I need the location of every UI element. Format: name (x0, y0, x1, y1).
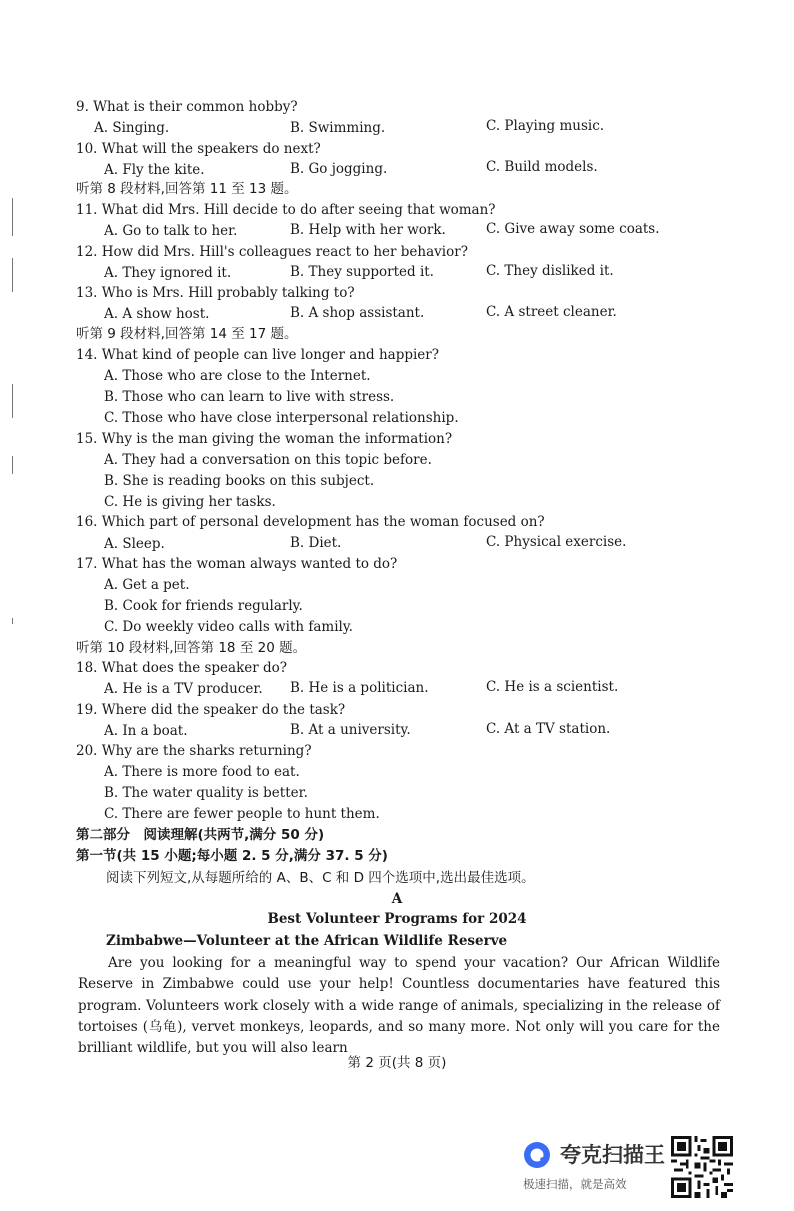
option-c: C. Give away some coats. (486, 221, 660, 237)
option-b: B. Go jogging. (290, 161, 388, 177)
option-c: C. Build models. (486, 159, 598, 175)
option-b: B. Cook for friends regularly. (104, 598, 303, 614)
option-c: C. They disliked it. (486, 263, 614, 279)
option-b: B. A shop assistant. (290, 305, 425, 321)
question-stem: 17. What has the woman always wanted to do? (76, 556, 398, 572)
option-b: B. Diet. (290, 535, 342, 551)
scanner-logo-icon (522, 1140, 552, 1170)
option-c: C. Those who have close interpersonal relationship. (104, 410, 459, 426)
option-c: C. He is giving her tasks. (104, 494, 276, 510)
option-b: B. Swimming. (290, 120, 386, 136)
passage-title: Best Volunteer Programs for 2024 (267, 911, 527, 927)
option-a: A. Singing. (94, 120, 170, 136)
passage-text: Are you looking for a meaningful way to spend your vacation? Our African Wildlife Reserve in Zimbabwe could use your help! Countless documentaries have featured this program. Volunteers work closely with a wide range of animals, specializing in the release of tortoises (乌龟), vervet monkeys, leopards, and so many more. Not only will you care for the brilliant wildlife, but you will also learn (78, 955, 720, 1057)
option-a: A. Sleep. (104, 536, 165, 552)
question-stem: 15. Why is the man giving the woman the information? (76, 431, 453, 447)
option-c: C. At a TV station. (486, 721, 611, 737)
margin-mark (12, 618, 13, 624)
page-number: 第 2 页(共 8 页) (347, 1055, 447, 1071)
question-stem: 12. How did Mrs. Hill's colleagues react to her behavior? (76, 244, 468, 260)
option-c: C. Playing music. (486, 118, 605, 134)
option-a: A. A show host. (104, 306, 210, 322)
passage-paragraph (78, 953, 720, 1059)
option-b: B. Those who can learn to live with stress. (104, 389, 395, 405)
option-a: A. Those who are close to the Internet. (104, 368, 371, 384)
option-a: A. Fly the kite. (104, 162, 205, 178)
option-a: A. He is a TV producer. (104, 681, 263, 697)
option-a: A. They had a conversation on this topic before. (104, 452, 432, 468)
option-c: C. Do weekly video calls with family. (104, 619, 353, 635)
margin-mark (12, 258, 13, 292)
section-instruction: 听第 10 段材料,回答第 18 至 20 题。 (76, 640, 307, 656)
question-stem: 10. What will the speakers do next? (76, 141, 321, 157)
option-c: C. Physical exercise. (486, 534, 627, 550)
option-b: B. She is reading books on this subject. (104, 473, 375, 489)
passage-letter: A (391, 891, 403, 907)
passage-subheading: Zimbabwe—Volunteer at the African Wildlife Reserve (106, 933, 508, 949)
margin-mark (12, 198, 13, 236)
option-c: C. There are fewer people to hunt them. (104, 806, 380, 822)
option-a: A. In a boat. (104, 723, 188, 739)
question-stem: 9. What is their common hobby? (76, 99, 298, 115)
option-b: B. He is a politician. (290, 680, 429, 696)
option-b: B. The water quality is better. (104, 785, 308, 801)
section-instruction: 听第 9 段材料,回答第 14 至 17 题。 (76, 326, 298, 342)
margin-mark (12, 456, 13, 474)
question-stem: 13. Who is Mrs. Hill probably talking to? (76, 285, 355, 301)
brand-name: 夸克扫描王 (560, 1143, 665, 1167)
option-b: B. At a university. (290, 722, 411, 738)
section-instruction: 听第 8 段材料,回答第 11 至 13 题。 (76, 181, 298, 197)
question-stem: 19. Where did the speaker do the task? (76, 702, 346, 718)
part-heading: 第二部分 阅读理解(共两节,满分 50 分) (76, 827, 325, 843)
brand-slogan: 极速扫描，就是高效 (523, 1177, 627, 1191)
qr-code-icon (670, 1136, 734, 1198)
option-c: C. He is a scientist. (486, 679, 619, 695)
margin-mark (12, 384, 13, 418)
section-heading: 第一节(共 15 小题;每小题 2. 5 分,满分 37. 5 分) (76, 848, 388, 864)
question-stem: 18. What does the speaker do? (76, 660, 288, 676)
question-stem: 20. Why are the sharks returning? (76, 743, 312, 759)
option-a: A. Get a pet. (104, 577, 190, 593)
option-c: C. A street cleaner. (486, 304, 617, 320)
question-stem: 16. Which part of personal development has the woman focused on? (76, 514, 545, 530)
question-stem: 11. What did Mrs. Hill decide to do after seeing that woman? (76, 202, 496, 218)
option-b: B. They supported it. (290, 264, 434, 280)
option-b: B. Help with her work. (290, 222, 446, 238)
option-a: A. There is more food to eat. (104, 764, 300, 780)
reading-instruction: 阅读下列短文,从每题所给的 A、B、C 和 D 四个选项中,选出最佳选项。 (106, 870, 535, 886)
option-a: A. They ignored it. (104, 265, 232, 281)
option-a: A. Go to talk to her. (104, 223, 238, 239)
question-stem: 14. What kind of people can live longer and happier? (76, 347, 439, 363)
